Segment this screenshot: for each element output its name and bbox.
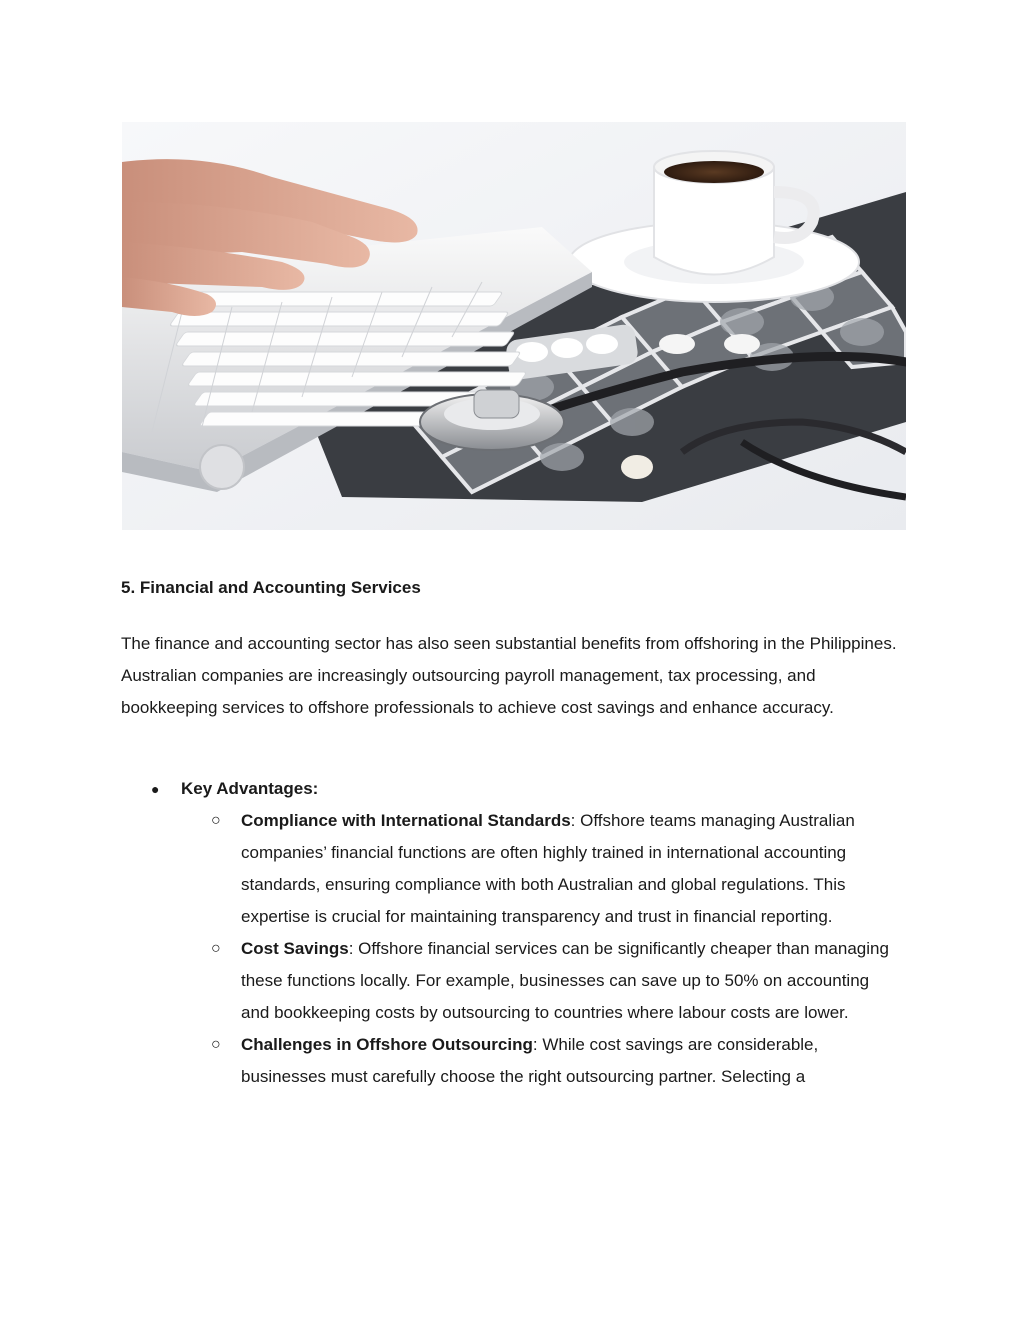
hero-photo: [122, 122, 906, 530]
keyboard-coffee-stethoscope-photo-icon: [122, 122, 906, 530]
sub-bullet-icon: ○: [211, 812, 221, 829]
key-advantages-label: Key Advantages:: [181, 779, 319, 798]
item-term: Cost Savings: [241, 939, 349, 958]
item-text: : While cost savings are considerable, businesses must carefully choose the right outsourcing partner. Selecting a: [241, 1035, 819, 1086]
bullet-icon: ●: [151, 781, 160, 797]
sub-bullet-icon: ○: [211, 940, 221, 957]
section-heading: 5. Financial and Accounting Services: [121, 578, 421, 597]
list-item: [121, 773, 911, 805]
list-item: [121, 1029, 911, 1093]
list-item: [121, 805, 911, 933]
advantages-list: [121, 773, 911, 1093]
item-text: : Offshore teams managing Australian companies’ financial functions are often highly trained in international accounting standards, ensuring compliance with both Australian and global regulations. This expertise is crucial for maintaining transparency and trust in financial reporting.: [241, 811, 855, 926]
list-item: [121, 933, 911, 1029]
item-text: : Offshore financial services can be significantly cheaper than managing these functions locally. For example, businesses can save up to 50% on accounting and bookkeeping costs by outsourcing to countries where labour costs are lower.: [241, 939, 889, 1022]
sub-bullet-icon: ○: [211, 1036, 221, 1053]
intro-paragraph: The finance and accounting sector has also seen substantial benefits from offshoring in the Philippines. Australian companies are increasingly outsourcing payroll management, tax processing, and bookkeeping services to offshore professionals to achieve cost savings and enhance accuracy.: [121, 634, 897, 717]
item-term: Compliance with International Standards: [241, 811, 571, 830]
item-term: Challenges in Offshore Outsourcing: [241, 1035, 533, 1054]
